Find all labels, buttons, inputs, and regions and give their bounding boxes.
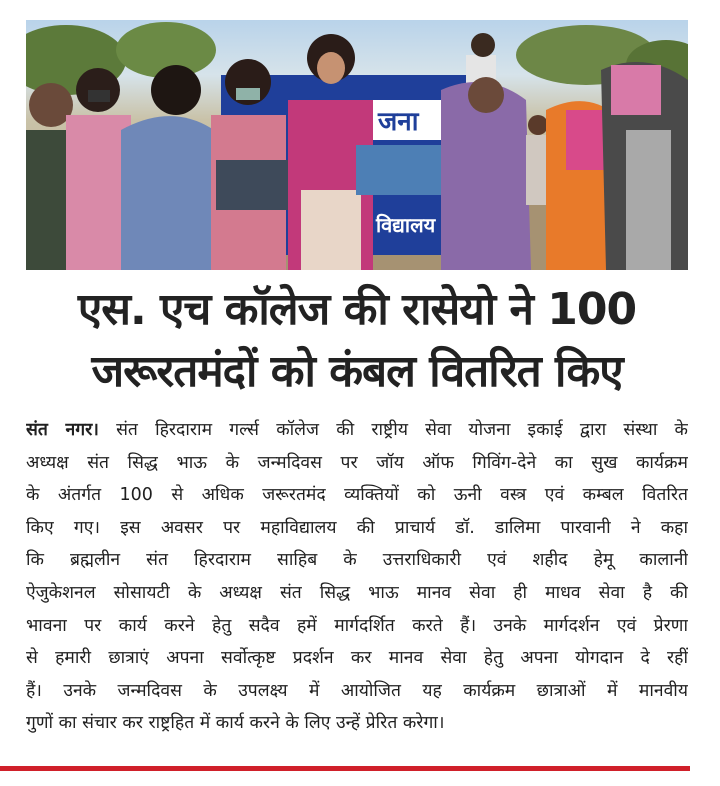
article-line: गुणों का संचार कर राष्ट्रहित में कार्य करने के लिए उन्हें प्रेरित करेगा।	[26, 713, 445, 734]
photo-illustration	[26, 20, 688, 270]
article-body	[26, 414, 688, 740]
article-line: संत नगर। संत हिरदाराम गर्ल्स कॉलेज की राष्ट्रीय सेवा योजना इकाई द्वारा संस्था के	[26, 420, 688, 440]
banner-text-2: विद्यालय	[376, 213, 436, 237]
article-line: हैं। उनके जन्मदिवस के उपलक्ष्य में आयोजित यह कार्यक्रम छात्राओं में मानवीय	[26, 680, 688, 701]
dateline: संत नगर।	[26, 420, 99, 440]
news-photo	[26, 20, 688, 270]
article-line: के अंतर्गत 100 से अधिक जरूरतमंद व्यक्तियों को ऊनी वस्त्र एवं कम्बल वितरित	[26, 485, 688, 506]
article-line: कि ब्रह्मलीन संत हिरदाराम साहिब के उत्तराधिकारी एवं शहीद हेमू कालानी	[26, 550, 688, 571]
article-line: अध्यक्ष संत सिद्ध भाऊ के जन्मदिवस पर जॉय ऑफ गिविंग-देने का सुख कार्यक्रम	[26, 452, 688, 473]
article-line: किए गए। इस अवसर पर महाविद्यालय की प्राचार्य डॉ. डालिमा पारवानी ने कहा	[26, 517, 688, 538]
article-line: से हमारी छात्राएं अपना सर्वोत्कृष्ट प्रदर्शन कर मानव सेवा हेतु अपना योगदान दे रहीं	[26, 648, 688, 669]
article-line: भावना पर कार्य करने हेतु सदैव हमें मार्गदर्शित करते हैं। उनके मार्गदर्शन एवं प्रेरणा	[26, 615, 688, 636]
headline-line-1: एस. एच कॉलेज की रासेयो ने 100	[77, 284, 637, 335]
article-line: ऐजुकेशनल सोसायटी के अध्यक्ष संत सिद्ध भाऊ मानव सेवा ही माधव सेवा है की	[26, 582, 688, 603]
banner-text: जना	[378, 107, 419, 137]
headline-line-2: जरूरतमंदों को कंबल वितरित किए	[91, 346, 623, 397]
bottom-rule	[0, 766, 690, 771]
